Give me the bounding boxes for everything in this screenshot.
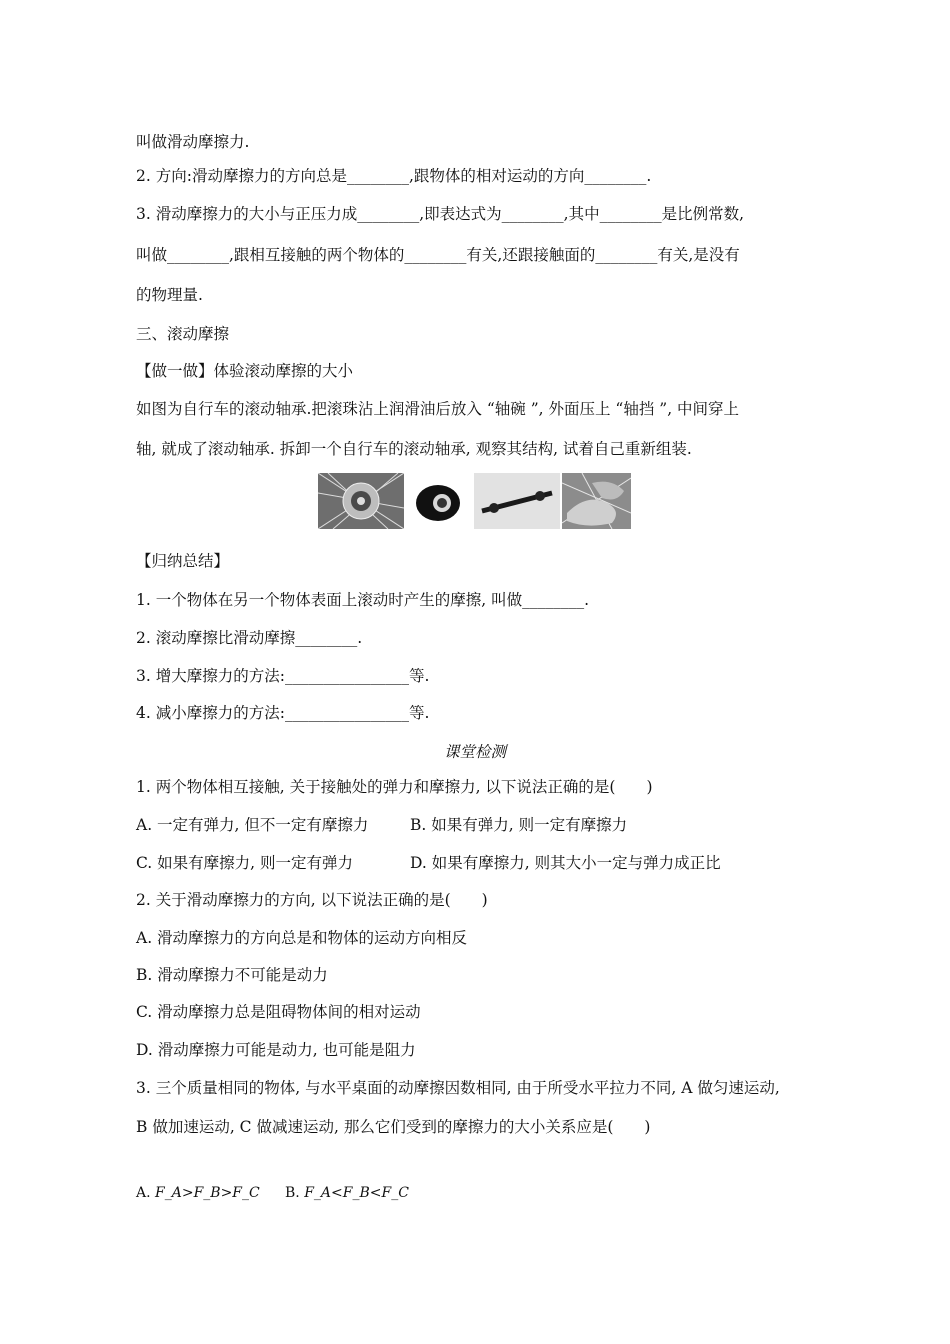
axle-photo — [474, 473, 560, 529]
text-line: 4. 减小摩擦力的方法:________________等. — [136, 704, 430, 722]
section-heading: 课堂检测 — [443, 743, 506, 761]
text-line: 3. 增大摩擦力的方法:________________等. — [136, 667, 430, 685]
bearing-cup-photo — [408, 473, 470, 529]
text-line: 叫做滑动摩擦力. — [136, 133, 250, 151]
text-line: 2. 方向:滑动摩擦力的方向总是________,跟物体的相对运动的方向________. — [136, 167, 652, 185]
option-d: D. 滑动摩擦力可能是动力, 也可能是阻力 — [136, 1041, 416, 1059]
option-d: D. 如果有摩擦力, 则其大小一定与弹力成正比 — [410, 854, 721, 872]
assembly-photo — [562, 473, 631, 529]
option-a: A. 滑动摩擦力的方向总是和物体的运动方向相反 — [136, 929, 468, 947]
text-line: 1. 一个物体在另一个物体表面上滚动时产生的摩擦, 叫做________. — [136, 591, 589, 609]
option-b-formula: F_A<F_B<F_C — [304, 1185, 409, 1201]
text-line: 的物理量. — [136, 286, 203, 304]
question-3: 3. 三个质量相同的物体, 与水平桌面的动摩擦因数相同, 由于所受水平拉力不同, A 做匀速运动, — [136, 1079, 780, 1097]
text-line: 轴, 就成了滚动轴承. 拆卸一个自行车的滚动轴承, 观察其结构, 试着自己重新组装. — [136, 440, 692, 458]
option-a-prefix: A. — [136, 1185, 156, 1201]
option-a — [136, 1183, 260, 1203]
section-title: 三、滚动摩擦 — [136, 325, 230, 343]
bearing-photos — [318, 473, 631, 529]
hub-photo — [318, 473, 404, 529]
option-c: C. 滑动摩擦力总是阻碍物体间的相对运动 — [136, 1003, 421, 1021]
option-a: A. 一定有弹力, 但不一定有摩擦力 — [136, 816, 369, 834]
option-c: C. 如果有摩擦力, 则一定有弹力 — [136, 854, 354, 872]
question-2: 2. 关于滑动摩擦力的方向, 以下说法正确的是( ) — [136, 891, 488, 909]
option-b: B. 滑动摩擦力不可能是动力 — [136, 966, 328, 984]
text-line: 2. 滚动摩擦比滑动摩擦________. — [136, 629, 363, 647]
option-b: B. 如果有弹力, 则一定有摩擦力 — [410, 816, 628, 834]
text-line: 3. 滑动摩擦力的大小与正压力成________,即表达式为________,其中________是比例常数, — [136, 205, 744, 223]
option-a-formula: F_A>F_B>F_C — [155, 1185, 260, 1201]
activity-title: 【做一做】体验滚动摩擦的大小 — [136, 362, 354, 380]
text-line: 如图为自行车的滚动轴承.把滚珠沾上润滑油后放入 “轴碗 ”, 外面压上 “轴挡 ”, 中间穿上 — [136, 400, 740, 418]
text-line: 叫做________,跟相互接触的两个物体的________有关,还跟接触面的________有关,是没有 — [136, 246, 740, 264]
option-b-prefix: B. — [285, 1185, 305, 1201]
question-3-cont: B 做加速运动, C 做减速运动, 那么它们受到的摩擦力的大小关系应是( ) — [136, 1118, 651, 1136]
question-1: 1. 两个物体相互接触, 关于接触处的弹力和摩擦力, 以下说法正确的是( ) — [136, 778, 653, 796]
option-b — [285, 1183, 409, 1203]
summary-title: 【归纳总结】 — [136, 552, 230, 570]
